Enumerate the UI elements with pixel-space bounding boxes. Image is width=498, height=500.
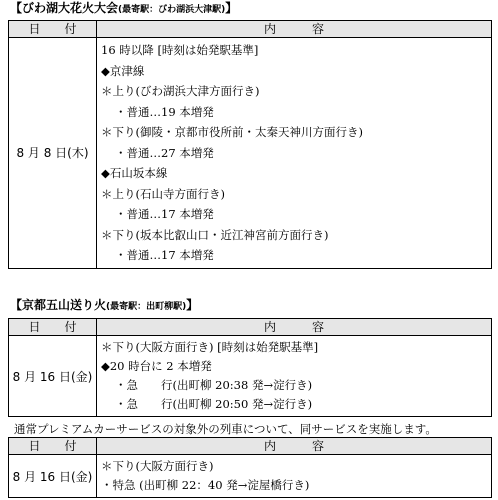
section2-title-end: 】	[186, 298, 199, 312]
content-line: ＊上り(石山寺方面行き)	[101, 186, 225, 201]
section1-title-station: (最寄駅：びわ湖浜大津駅)	[118, 5, 226, 15]
content-header: 内 容	[97, 319, 492, 336]
section2-title-station: (最寄駅：出町柳駅)	[106, 302, 187, 312]
date-header: 日 付	[9, 438, 97, 455]
content-line: ・普通…19 本増発	[115, 104, 214, 119]
content-line: ・急 行(出町柳 20:38 発→淀行き)	[115, 378, 313, 392]
content-line: 16 時以降 [時刻は始発駅基準]	[101, 43, 259, 57]
content-line: ＊下り(御陵・京都市役所前・太秦天神川方面行き)	[101, 125, 363, 139]
content-line: ・特急 (出町柳 22：40 発→淀屋橋行き)	[101, 478, 310, 492]
content-line: ＊下り(坂本比叡山口・近江神宮前方面行き)	[101, 227, 329, 242]
content-line: ＊下り(大阪方面行き)	[101, 459, 214, 473]
date-header: 日 付	[9, 21, 97, 38]
section1-date: 8 月 8 日(木)	[9, 38, 97, 269]
section2-data-row	[9, 336, 492, 417]
content-line: ◆京津線	[101, 63, 145, 78]
section2-title-main: 【京都五山送り火	[10, 298, 107, 312]
content-header: 内 容	[97, 438, 492, 455]
section2-table	[8, 318, 492, 417]
section1-title-main: 【びわ湖大花火大会	[10, 1, 119, 15]
content-line: ・普通…17 本増発	[115, 207, 214, 221]
content-line: ＊上り(びわ湖浜大津方面行き)	[101, 84, 260, 98]
content-line: ◆20 時台に 2 本増発	[101, 359, 212, 373]
section2-header-row	[9, 319, 492, 336]
section1-title	[10, 1, 237, 17]
content-line: ・普通…17 本増発	[115, 248, 214, 262]
content-line: ・急 行(出町柳 20:50 発→淀行き)	[115, 397, 313, 411]
section1-header-row	[9, 21, 492, 38]
premium-car-note: 通常プレミアムカーサービスの対象外の列車について、同サービスを実施します。	[14, 422, 437, 436]
section2-content	[97, 336, 492, 417]
content-header: 内 容	[97, 21, 492, 38]
content-line: ＊下り(大阪方面行き) [時刻は始発駅基準]	[101, 340, 319, 354]
section1-content	[97, 38, 492, 269]
content-line: ・普通…27 本増発	[115, 145, 214, 160]
section3-table	[8, 437, 492, 498]
section1-title-end: 】	[225, 1, 238, 15]
section3-data-row	[9, 455, 492, 498]
section1-data-row	[9, 38, 492, 269]
section1-table	[8, 20, 492, 269]
date-header: 日 付	[9, 319, 97, 336]
section3-header-row	[9, 438, 492, 455]
section2-date: 8 月 16 日(金)	[9, 336, 97, 417]
section3-date: 8 月 16 日(金)	[9, 455, 97, 498]
section2-title	[10, 298, 198, 314]
section3-content	[97, 455, 492, 498]
content-line: ◆石山坂本線	[101, 166, 168, 180]
